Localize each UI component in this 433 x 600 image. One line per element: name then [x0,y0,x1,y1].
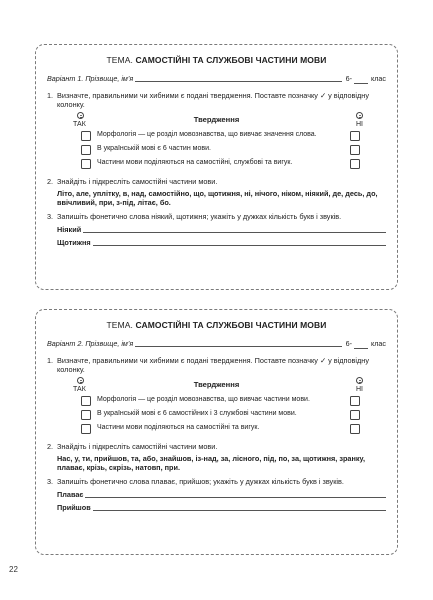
question-1 [47,356,386,374]
table-header: Твердження [193,379,240,389]
false-checkbox[interactable] [350,131,360,141]
question-3 [47,212,386,221]
question-text: Знайдіть і підкресліть самостійні частини мови. [57,441,218,451]
question-text: Запишіть фонетично слова плаває, прийшов; укажіть у дужках кількість букв і звуків. [57,476,344,486]
column-true-label: ТАК [73,120,86,128]
page-number: 22 [9,565,18,574]
word-list: Літо, але, уплітку, в, над, самостійно, що, щотижня, ні, нічого, ніком, ніякий, де, десь, до, ввічливий, при, з-під, літає, бо. [57,188,378,208]
statement-text: Частини мови поділяються на самостійні та вигук. [97,424,260,432]
topic-title [47,55,386,66]
question-2 [47,177,386,186]
false-checkbox[interactable] [350,145,360,155]
question-text: Знайдіть і підкресліть самостійні частини мови. [57,176,218,186]
false-checkbox[interactable] [350,396,360,406]
column-true-label: ТАК [73,385,86,393]
word-list: Нас, у, ти, прийшов, та, або, знайшов, із-над, за, лісного, під, по, за, щотижня, зранку, плаває, крізь, скрізь, натовп, при. [57,453,366,473]
question-1 [47,91,386,109]
statement-text: В українській мові є 6 самостійних і 3 службові частини мови. [97,410,297,418]
statement-row [81,423,360,435]
grade-number: 6- [345,338,352,348]
statement-row [81,144,360,156]
statement-text: Морфологія — це розділ мовознавства, що вивчає частини мови. [97,396,310,404]
phonetic-line-1 [47,490,386,499]
false-checkbox[interactable] [350,424,360,434]
statement-row [81,130,360,142]
question-2 [47,442,386,451]
question-number: 1. [47,90,54,100]
true-checkbox[interactable] [81,424,91,434]
topic-prefix: ТЕМА. [106,320,133,330]
phonetic-answer-field[interactable] [85,490,386,498]
false-checkbox[interactable] [350,410,360,420]
variant-1-card [35,44,398,290]
word-label: Прийшов [57,503,91,513]
phonetic-answer-field[interactable] [93,503,386,511]
grade-number: 6- [345,73,352,83]
variant-label: Варіант 1. Прізвище, ім’я [47,73,134,83]
variant-2-card [35,309,398,555]
phonetic-line-2 [47,238,386,247]
question-number: 1. [47,355,54,365]
variant-label: Варіант 2. Прізвище, ім’я [47,338,134,348]
phonetic-answer-field[interactable] [83,225,386,233]
phonetic-answer-field[interactable] [93,238,386,246]
word-label: Щотижня [57,238,91,248]
true-checkbox[interactable] [81,131,91,141]
variant-header [47,74,386,83]
true-checkbox[interactable] [81,396,91,406]
column-false-label: НІ [356,385,363,393]
topic-name: САМОСТІЙНІ ТА СЛУЖБОВІ ЧАСТИНИ МОВИ [135,320,327,330]
question-3 [47,477,386,486]
table-header: Твердження [193,114,240,124]
true-checkbox[interactable] [81,410,91,420]
question-number: 2. [47,441,54,451]
question-number: 3. [47,211,54,221]
word-label: Ніякий [57,225,82,235]
true-false-table [47,377,386,437]
question-text: Визначте, правильними чи хибними є подані твердження. Поставте позначку ✓ у відповідну колонку. [57,90,369,109]
false-checkbox[interactable] [350,159,360,169]
topic-name: САМОСТІЙНІ ТА СЛУЖБОВІ ЧАСТИНИ МОВИ [135,55,327,65]
word-label: Плаває [57,490,84,500]
column-false-label: НІ [356,120,363,128]
grade-field[interactable] [354,83,368,84]
true-checkbox[interactable] [81,159,91,169]
topic-prefix: ТЕМА. [106,55,133,65]
grade-label: клас [370,73,386,83]
grade-field[interactable] [354,348,368,349]
variant-header [47,339,386,348]
question-text: Запишіть фонетично слова ніякий, щотижня; укажіть у дужках кількість букв і звуків. [57,211,342,221]
grade-label: клас [370,338,386,348]
statement-text: Морфологія — це розділ мовознавства, що вивчає значення слова. [97,131,317,139]
statement-text: Частини мови поділяються на самостійні, службові та вигук. [97,159,293,167]
statement-row [81,158,360,170]
true-checkbox[interactable] [81,145,91,155]
question-number: 3. [47,476,54,486]
statement-text: В українській мові є 6 частин мови. [97,145,211,153]
question-text: Визначте, правильними чи хибними є подані твердження. Поставте позначку ✓ у відповідну колонку. [57,355,369,374]
statement-row [81,409,360,421]
topic-title [47,320,386,331]
true-false-table [47,112,386,172]
statement-row [81,395,360,407]
name-field[interactable] [135,339,341,347]
question-number: 2. [47,176,54,186]
phonetic-line-1 [47,225,386,234]
name-field[interactable] [135,74,341,82]
phonetic-line-2 [47,503,386,512]
